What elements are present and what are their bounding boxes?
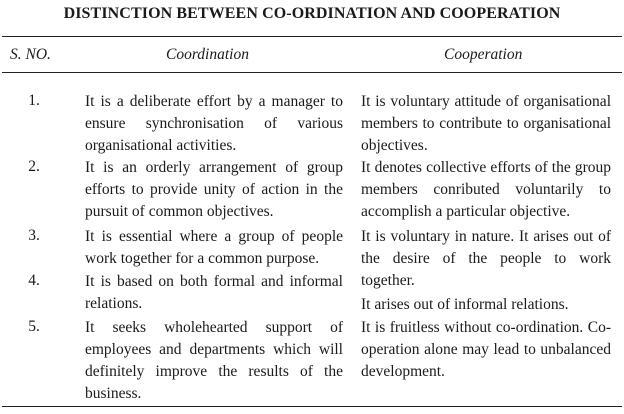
row-cooperation: It is voluntary attitude of organisational members to contribute to organisational objectives. <box>361 93 611 154</box>
header-cooperation: Cooperation <box>444 46 523 63</box>
row-cooperation: It denotes collective efforts of the group members conributed voluntarily to accomplish a particular objective. <box>361 159 611 220</box>
header-sno: S. NO. <box>10 46 51 63</box>
row-sno: 2. <box>28 158 40 175</box>
table-top-rule <box>2 36 622 37</box>
table-bottom-rule <box>2 406 622 407</box>
row-coordination: It is an orderly arrangement of group efforts to provide unity of action in the pursuit of common objectives. <box>85 159 343 220</box>
row-coordination: It is a deliberate effort by a manager to ensure synchronisation of various organisational activities. <box>85 93 343 154</box>
row-cooperation: It arises out of informal relations. <box>361 296 569 313</box>
row-coordination: It is based on both formal and informal relations. <box>85 273 343 312</box>
row-sno: 5. <box>28 318 40 335</box>
row-cooperation: It is fruitless without co-ordination. Co-operation alone may lead to unbalanced development. <box>361 319 611 380</box>
row-sno: 3. <box>28 227 40 244</box>
row-coordination: It is essential where a group of people work together for a common purpose. <box>85 228 343 267</box>
row-sno: 1. <box>28 92 40 109</box>
header-bottom-rule <box>2 72 622 73</box>
row-sno: 4. <box>28 272 40 289</box>
header-coordination: Coordination <box>166 46 249 63</box>
page-title: DISTINCTION BETWEEN CO-ORDINATION AND COOPERATION <box>63 5 561 22</box>
row-cooperation: It is voluntary in nature. It arises out of the desire of the people to work together. <box>361 228 611 289</box>
row-coordination: It seeks wholehearted support of employees and departments which will definitely improve the results of the business. <box>85 319 343 402</box>
